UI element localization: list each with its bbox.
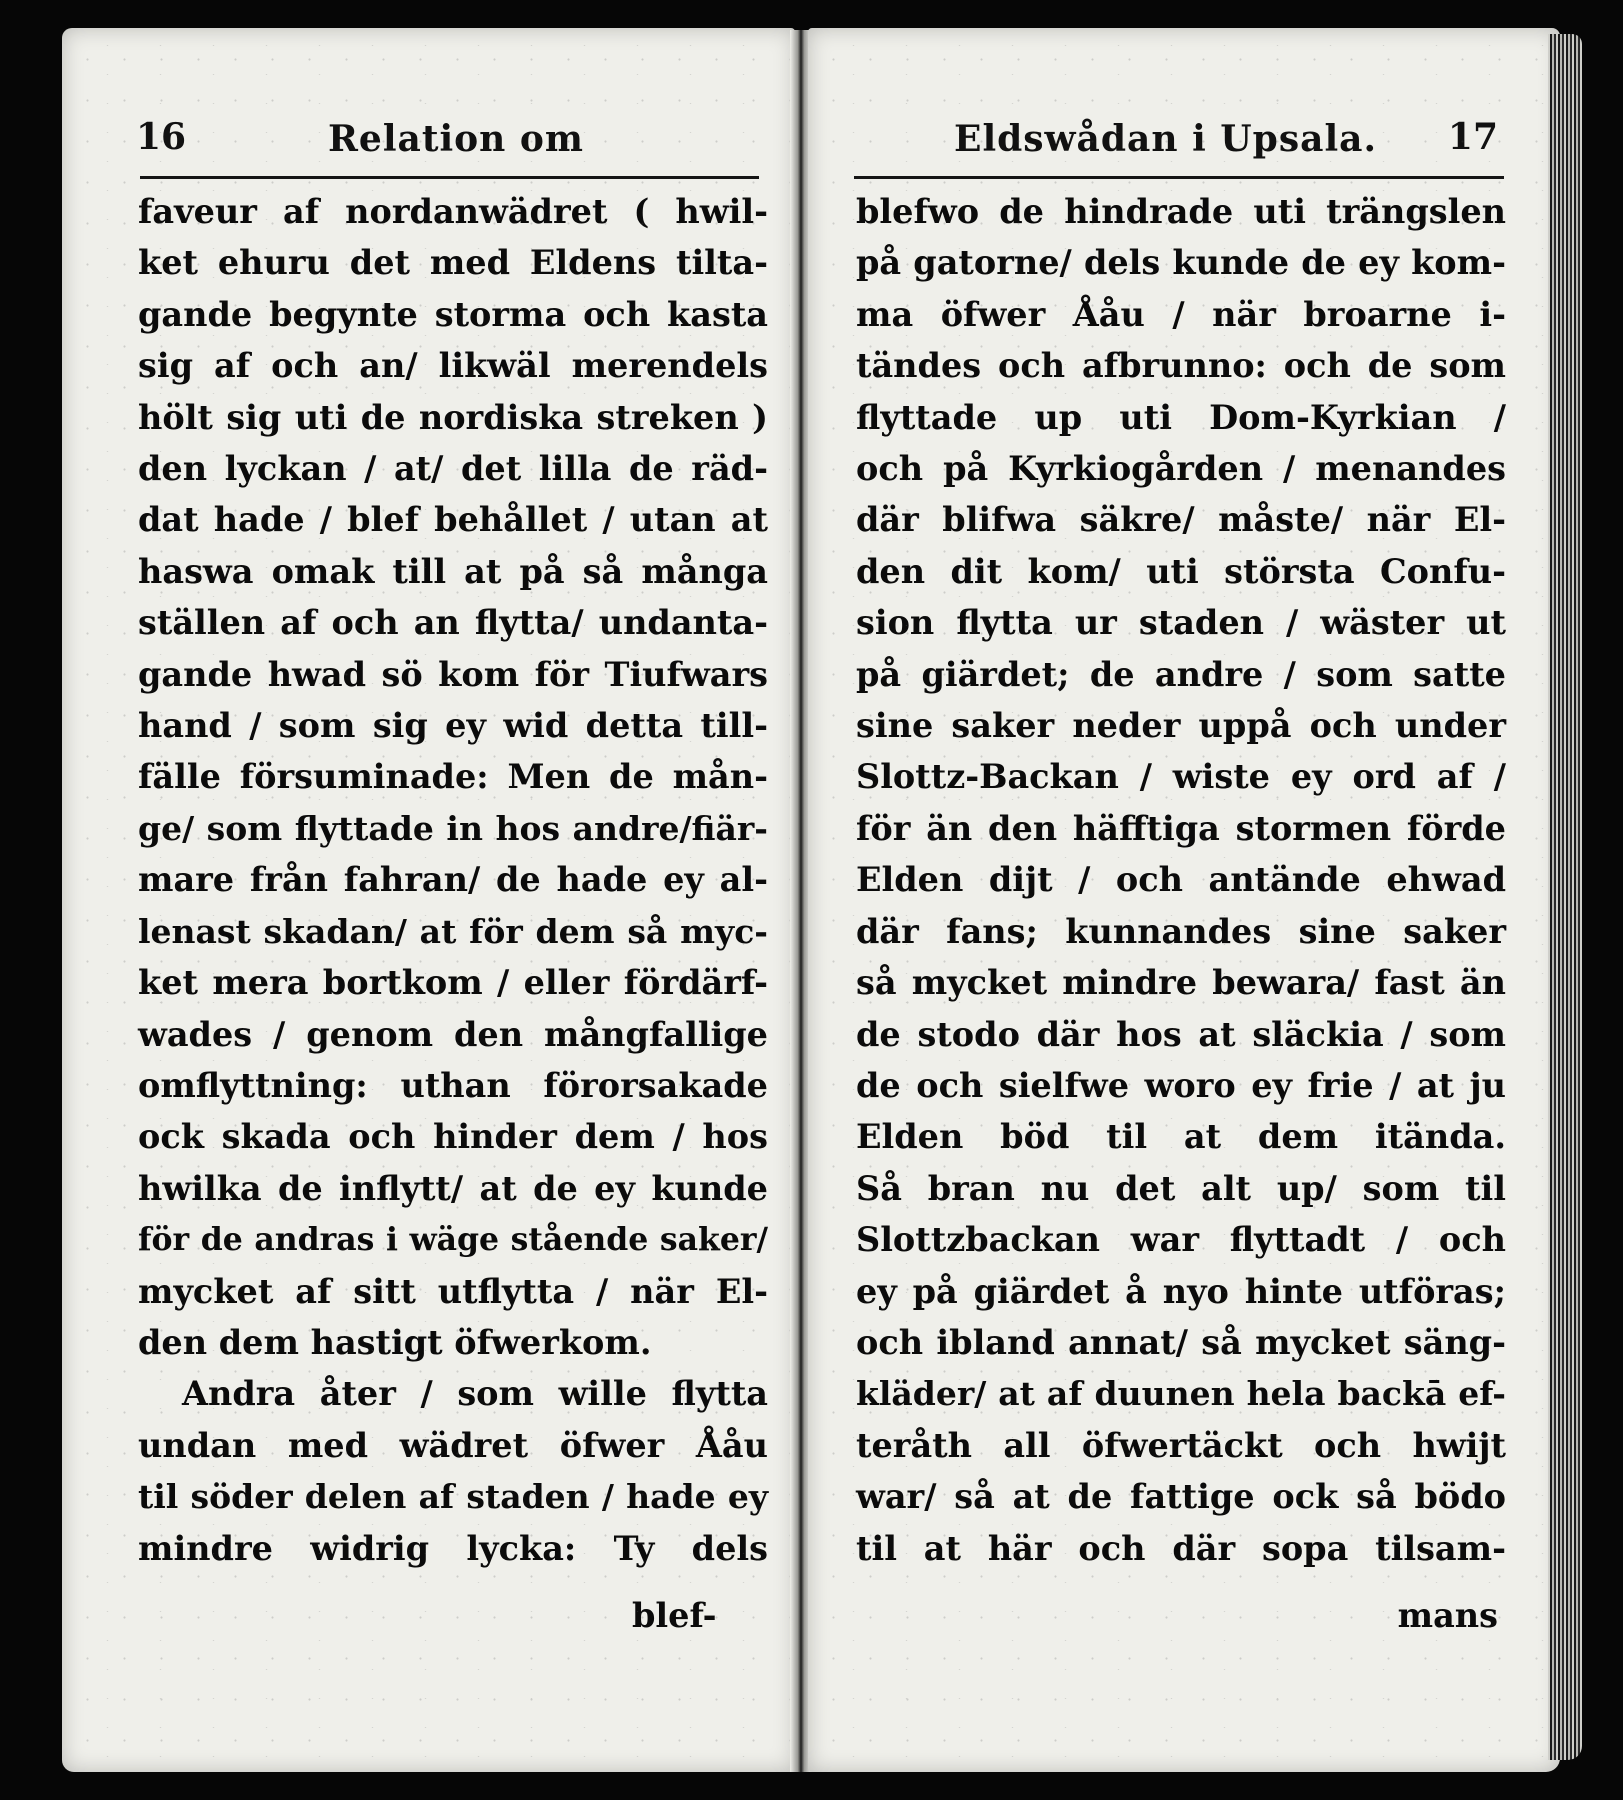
text-line: sine saker neder uppå och under (856, 706, 1506, 746)
text-line: där blifwa säkre/ måste/ när El- (856, 500, 1506, 540)
left-page (62, 28, 795, 1772)
text-line: för än den häfftiga stormen förde (856, 808, 1506, 848)
text-line: de och sielfwe woro ey frie / at ju (856, 1065, 1506, 1105)
right-running-head (808, 108, 1560, 168)
right-header-rule (854, 176, 1504, 179)
text-line: fälle försuminade: Men de mån- (138, 757, 768, 797)
text-line: ket ehuru det med Eldens tilta- (138, 243, 768, 283)
text-line: Så bran nu det alt up/ som til (856, 1168, 1506, 1208)
text-line: ey på giärdet å nyo hinte utföras; (856, 1271, 1506, 1311)
text-line: Elden dijt / och antände ehwad (856, 860, 1506, 900)
left-running-head (62, 108, 795, 168)
text-line: där fans; kunnandes sine saker (856, 911, 1506, 951)
left-page-text (138, 186, 768, 1574)
text-line: Slottzbackan war flyttadt / och (856, 1220, 1506, 1260)
text-line: gande hwad sö kom för Tiufwars (138, 654, 768, 694)
text-line: gande begynte storma och kasta (138, 294, 768, 334)
text-line: så mycket mindre bewara/ fast än (856, 963, 1506, 1003)
text-line: teråth all öfwertäckt och hwijt (856, 1425, 1506, 1465)
text-line: flyttade up uti Dom-Kyrkian / (856, 397, 1506, 437)
text-line: den lyckan / at/ det lilla de räd- (138, 449, 768, 489)
right-page-number: 17 (1447, 116, 1498, 158)
text-line: för de andras i wäge stående saker/ (138, 1221, 768, 1259)
left-running-title: Relation om (328, 118, 584, 160)
text-line: på giärdet; de andre / som satte (856, 654, 1506, 694)
text-line: hölt sig uti de nordiska streken ) (138, 397, 768, 437)
text-line: omflyttning: uthan förorsakade (138, 1065, 768, 1105)
text-line: faveur af nordanwädret ( hwil- (138, 192, 768, 231)
text-line: tändes och afbrunno: och de som (856, 346, 1506, 386)
text-line: undan med wädret öfwer Ååu (138, 1425, 768, 1465)
text-line: ock skada och hinder dem / hos (138, 1117, 768, 1157)
text-line: haswa omak till at på så många (138, 551, 768, 591)
right-running-title: Eldswådan i Upsala. (954, 118, 1377, 160)
text-line: ställen af och an flytta/ undanta- (138, 603, 768, 643)
text-line: dat hade / blef behållet / utan at (138, 500, 768, 540)
text-line: sig af och an/ likwäl merendels (138, 346, 768, 386)
left-header-rule (140, 176, 759, 179)
text-line: lenast skadan/ at för dem så myc- (138, 911, 768, 951)
text-line: ma öfwer Ååu / när broarne i- (856, 294, 1506, 334)
text-line: hwilka de inflytt/ at de ey kunde (138, 1168, 768, 1208)
text-line: ket mera bortkom / eller fördärf- (138, 963, 768, 1003)
page-block-edge (1548, 34, 1582, 1760)
text-line: och ibland annat/ så mycket säng- (856, 1322, 1506, 1362)
text-line: wades / genom den mångfallige (138, 1014, 768, 1054)
paragraph-end-line: den dem hastigt öfwerkom. (138, 1322, 652, 1362)
text-line: mindre widrig lycka: Ty dels (138, 1528, 768, 1568)
text-line: Slottz-Backan / wiste ey ord af / (856, 757, 1506, 797)
text-line: til söder delen af staden / hade ey (138, 1477, 768, 1517)
text-line: och på Kyrkiogården / menandes (856, 449, 1506, 489)
text-line: den dit kom/ uti största Confu- (856, 551, 1506, 591)
left-catchword: blef- (632, 1596, 717, 1635)
text-line: mare från fahran/ de hade ey al- (138, 860, 768, 900)
text-line: til at här och där sopa tilsam- (856, 1528, 1506, 1568)
text-line: Elden böd til at dem itända. (856, 1117, 1506, 1157)
right-catchword: mans (1397, 1596, 1498, 1635)
text-line: war/ så at de fattige ock så bödo (856, 1477, 1506, 1517)
right-page-text (856, 186, 1506, 1574)
text-line: ge/ som flyttade in hos andre/fiär- (138, 808, 768, 848)
paragraph-start-line: Andra åter / som wille flytta (182, 1374, 768, 1414)
text-line: sion flytta ur staden / wäster ut (856, 603, 1506, 643)
right-page (808, 28, 1560, 1772)
left-page-number: 16 (136, 116, 187, 158)
text-line: blefwo de hindrade uti trängslen (856, 192, 1506, 231)
text-line: mycket af sitt utflytta / när El- (138, 1271, 768, 1311)
text-line: kläder/ at af duunen hela backā ef- (856, 1374, 1506, 1414)
text-line: hand / som sig ey wid detta till- (138, 706, 768, 746)
text-line: på gatorne/ dels kunde de ey kom- (856, 243, 1506, 283)
text-line: de stodo där hos at släckia / som (856, 1014, 1506, 1054)
